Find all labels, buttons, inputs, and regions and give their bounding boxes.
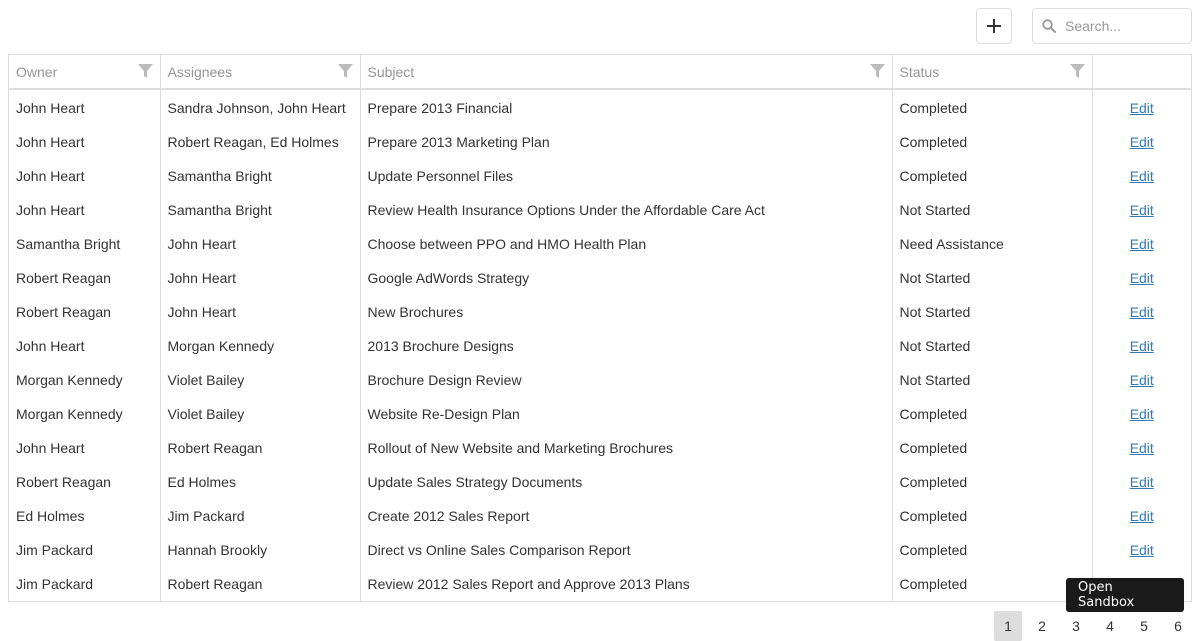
assignees-cell: Robert Reagan [160,567,360,601]
filter-icon[interactable] [870,64,885,78]
page-button-1[interactable]: 1 [994,611,1022,641]
tasks-grid [8,54,1192,602]
owner-cell: Jim Packard [9,567,160,601]
owner-cell: Robert Reagan [9,295,160,329]
column-header-label: Owner [16,63,58,80]
header-row [9,55,1191,89]
subject-cell: Review Health Insurance Options Under the Affordable Care Act [360,193,892,227]
edit-link[interactable]: Edit [1129,202,1154,218]
owner-cell: John Heart [9,193,160,227]
table-row[interactable] [9,125,1191,159]
status-cell: Completed [892,125,1092,159]
edit-link[interactable]: Edit [1129,338,1154,354]
table-row[interactable] [9,363,1191,397]
page-button-6[interactable]: 6 [1174,618,1182,634]
subject-cell: Update Sales Strategy Documents [360,465,892,499]
filter-icon[interactable] [338,64,353,78]
subject-cell: Website Re-Design Plan [360,397,892,431]
status-cell: Completed [892,533,1092,567]
subject-cell: Prepare 2013 Marketing Plan [360,125,892,159]
edit-link[interactable]: Edit [1129,474,1154,490]
table-row[interactable] [9,465,1191,499]
edit-link[interactable]: Edit [1129,372,1154,388]
assignees-cell: Jim Packard [160,499,360,533]
edit-link[interactable]: Edit [1129,168,1154,184]
table-row[interactable] [9,499,1191,533]
status-cell: Completed [892,431,1092,465]
column-header-assignees[interactable] [160,55,360,89]
page-button-2[interactable]: 2 [1038,618,1046,634]
toolbar [8,8,1192,44]
edit-cell [1092,125,1191,159]
table-row[interactable] [9,431,1191,465]
owner-cell: Ed Holmes [9,499,160,533]
edit-link[interactable]: Edit [1129,542,1154,558]
edit-link[interactable]: Edit [1129,440,1154,456]
add-row-button[interactable] [976,8,1012,44]
owner-cell: Morgan Kennedy [9,363,160,397]
tasks-table [9,55,1191,601]
owner-cell: Samantha Bright [9,227,160,261]
edit-link[interactable]: Edit [1129,406,1154,422]
edit-cell [1092,329,1191,363]
owner-cell: John Heart [9,89,160,125]
table-row[interactable] [9,295,1191,329]
search-icon [1033,9,1065,43]
status-cell: Not Started [892,363,1092,397]
edit-cell [1092,295,1191,329]
status-cell: Completed [892,465,1092,499]
status-cell: Completed [892,89,1092,125]
filter-icon[interactable] [1070,64,1085,78]
filter-icon[interactable] [138,64,153,78]
assignees-cell: Violet Bailey [160,363,360,397]
subject-cell: Brochure Design Review [360,363,892,397]
assignees-cell: Violet Bailey [160,397,360,431]
table-row[interactable] [9,159,1191,193]
table-row[interactable] [9,193,1191,227]
table-row[interactable] [9,397,1191,431]
assignees-cell: Sandra Johnson, John Heart [160,89,360,125]
assignees-cell: John Heart [160,261,360,295]
edit-cell [1092,431,1191,465]
owner-cell: Robert Reagan [9,261,160,295]
status-cell: Not Started [892,295,1092,329]
column-header-label: Subject [367,63,415,80]
subject-cell: New Brochures [360,295,892,329]
edit-cell [1092,499,1191,533]
search-input[interactable] [1065,11,1187,41]
subject-cell: Direct vs Online Sales Comparison Report [360,533,892,567]
page-button-5[interactable]: 5 [1140,618,1148,634]
subject-cell: Google AdWords Strategy [360,261,892,295]
table-row[interactable] [9,261,1191,295]
owner-cell: Morgan Kennedy [9,397,160,431]
edit-link[interactable]: Edit [1129,270,1154,286]
edit-cell [1092,261,1191,295]
owner-cell: John Heart [9,125,160,159]
edit-cell [1092,465,1191,499]
column-header-owner[interactable] [9,55,160,89]
owner-cell: John Heart [9,431,160,465]
assignees-cell: Samantha Bright [160,193,360,227]
edit-link[interactable]: Edit [1129,99,1154,116]
page-button-4[interactable]: 4 [1106,618,1114,634]
assignees-cell: Morgan Kennedy [160,329,360,363]
plus-icon [985,17,1003,35]
subject-cell: Rollout of New Website and Marketing Brochures [360,431,892,465]
assignees-cell: John Heart [160,295,360,329]
table-row[interactable] [9,567,1191,601]
status-cell: Completed [892,397,1092,431]
column-header-actions [1092,55,1191,89]
subject-cell: 2013 Brochure Designs [360,329,892,363]
edit-cell [1092,159,1191,193]
edit-cell [1092,193,1191,227]
open-sandbox-button[interactable]: Open Sandbox [1066,578,1184,612]
subject-cell: Choose between PPO and HMO Health Plan [360,227,892,261]
column-header-label: Status [899,63,940,80]
status-cell: Completed [892,159,1092,193]
table-row[interactable] [9,533,1191,567]
edit-cell [1092,89,1191,125]
assignees-cell: Robert Reagan, Ed Holmes [160,125,360,159]
subject-cell: Prepare 2013 Financial [360,89,892,125]
edit-cell [1092,227,1191,261]
status-cell: Not Started [892,329,1092,363]
column-header-subject[interactable] [360,55,892,89]
edit-cell [1092,533,1191,567]
edit-cell [1092,397,1191,431]
table-row[interactable] [9,227,1191,261]
assignees-cell: Samantha Bright [160,159,360,193]
table-row[interactable] [9,329,1191,363]
status-cell: Completed [892,567,1092,601]
assignees-cell: Ed Holmes [160,465,360,499]
owner-cell: Jim Packard [9,533,160,567]
subject-cell: Create 2012 Sales Report [360,499,892,533]
edit-link[interactable]: Edit [1129,236,1154,252]
assignees-cell: Robert Reagan [160,431,360,465]
edit-cell [1092,363,1191,397]
owner-cell: Robert Reagan [9,465,160,499]
assignees-cell: Hannah Brookly [160,533,360,567]
table-row[interactable] [9,89,1191,125]
status-cell: Completed [892,499,1092,533]
status-cell: Not Started [892,261,1092,295]
pager [990,611,1192,641]
column-header-label: Assignees [167,63,233,80]
edit-link[interactable]: Edit [1129,134,1154,150]
owner-cell: John Heart [9,159,160,193]
subject-cell: Review 2012 Sales Report and Approve 2013 Plans [360,567,892,601]
edit-link[interactable]: Edit [1129,304,1154,320]
page-button-3[interactable]: 3 [1072,618,1080,634]
grid-body [9,89,1191,601]
search-box[interactable] [1032,8,1192,44]
status-cell: Not Started [892,193,1092,227]
status-cell: Need Assistance [892,227,1092,261]
subject-cell: Update Personnel Files [360,159,892,193]
edit-link[interactable]: Edit [1129,508,1154,524]
assignees-cell: John Heart [160,227,360,261]
column-header-status[interactable] [892,55,1092,89]
owner-cell: John Heart [9,329,160,363]
